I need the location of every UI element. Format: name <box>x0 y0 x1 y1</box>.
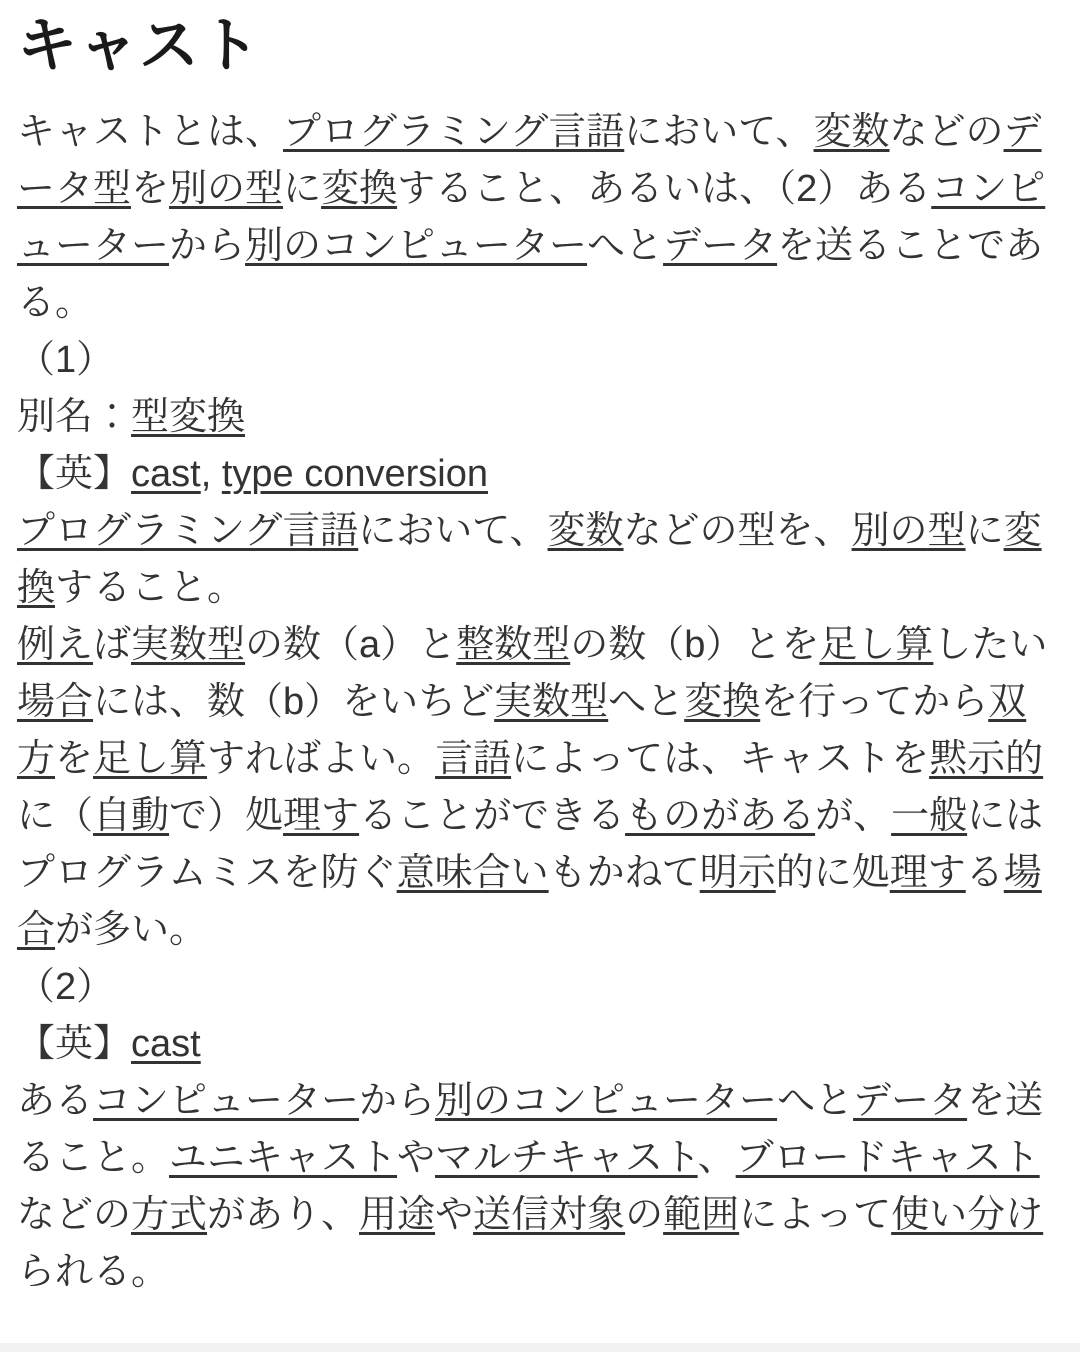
text-run: から <box>169 225 246 267</box>
definition-intro-paragraph <box>17 104 1063 332</box>
inline-term-link[interactable]: 足し算 <box>93 738 208 780</box>
inline-term-link[interactable]: データ <box>663 225 778 267</box>
text-run: の数（a）と <box>245 624 457 666</box>
inline-term-link[interactable]: ブロードキャスト <box>735 1137 1040 1179</box>
text-run: （1） <box>17 339 115 381</box>
inline-term-link[interactable]: コンピューター <box>17 168 1046 267</box>
inline-term-link[interactable]: 変換 <box>321 168 398 210</box>
inline-term-link[interactable]: 範囲 <box>663 1194 740 1236</box>
inline-term-link[interactable]: データ型 <box>17 111 1042 210</box>
text-run: の <box>625 1194 664 1236</box>
text-run: キャストとは、 <box>17 111 284 153</box>
inline-term-link[interactable]: 送信対象 <box>473 1194 626 1236</box>
inline-term-link[interactable]: 足し算 <box>819 624 934 666</box>
text-run: へと <box>608 681 685 723</box>
inline-term-link[interactable]: 場合 <box>17 681 94 723</box>
text-run: へと <box>777 1080 854 1122</box>
inline-term-link[interactable]: 別のコンピューター <box>245 225 588 267</box>
inline-term-link[interactable]: 型 <box>245 168 284 210</box>
entry-title: キャスト <box>17 12 261 79</box>
inline-term-link[interactable]: 双方 <box>17 681 1027 780</box>
text-run: に（ <box>17 795 94 837</box>
text-run: があり、 <box>207 1194 360 1236</box>
inline-term-link[interactable]: データ <box>853 1080 968 1122</box>
text-run: すること。 <box>55 567 246 609</box>
inline-term-link[interactable]: マルチキャスト <box>435 1137 698 1179</box>
inline-term-link[interactable]: 場合 <box>17 852 1042 951</box>
inline-term-link[interactable]: 型変換 <box>131 396 246 438</box>
text-run: を <box>131 168 170 210</box>
inline-term-link[interactable]: プログラミング言語 <box>283 111 625 153</box>
inline-term-link[interactable]: type conversion <box>221 453 488 495</box>
inline-term-link[interactable]: 一般 <box>891 795 968 837</box>
text-run: られる。 <box>17 1251 170 1293</box>
text-run: によって <box>739 1194 892 1236</box>
inline-term-link[interactable]: 型 <box>927 510 966 552</box>
sense-2-number <box>17 959 1063 1016</box>
text-run: にはプログラムミスを防ぐ <box>17 795 1044 894</box>
text-run: へと <box>587 225 664 267</box>
text-run: を行ってから <box>760 681 989 723</box>
text-run: , <box>200 453 222 495</box>
text-run: ば <box>93 624 132 666</box>
inline-term-link[interactable]: 整数型 <box>456 624 571 666</box>
text-run: によっては、キャストを <box>511 738 930 780</box>
inline-term-link[interactable]: 変換 <box>17 510 1042 609</box>
sense-2-english-line <box>17 1016 1063 1073</box>
inline-term-link[interactable]: 実数型 <box>131 624 246 666</box>
inline-term-link[interactable]: 理す <box>283 795 360 837</box>
sense-1-number <box>17 332 1063 389</box>
text-run: などの <box>17 1194 132 1236</box>
inline-term-link[interactable]: プログラミング言語 <box>17 510 359 552</box>
inline-term-link[interactable]: 別のコンピューター <box>435 1080 778 1122</box>
text-run: において、 <box>358 510 548 552</box>
inline-term-link[interactable]: ものがある <box>625 795 816 837</box>
text-run: などの型を、 <box>623 510 852 552</box>
text-run: すること、あるいは、（2）ある <box>397 168 932 210</box>
sense-1-definition-paragraph <box>17 503 1063 617</box>
inline-term-link[interactable]: 実数型 <box>494 681 609 723</box>
text-run: を <box>55 738 94 780</box>
text-run: もかねて <box>548 852 700 894</box>
text-run: の数（b）とを <box>570 624 820 666</box>
text-run: や <box>397 1137 436 1179</box>
inline-term-link[interactable]: 別の <box>851 510 928 552</box>
text-run: ある <box>17 1080 94 1122</box>
text-run: を送ること。 <box>17 1080 1044 1179</box>
text-run: には、数（b）をいちど <box>93 681 495 723</box>
text-run: ることができる <box>359 795 626 837</box>
text-run: 【英】 <box>17 1023 132 1065</box>
text-run: 的に処 <box>775 852 890 894</box>
text-run: 、 <box>697 1137 736 1179</box>
inline-term-link[interactable]: 理す <box>889 852 966 894</box>
text-run: に <box>283 168 322 210</box>
inline-term-link[interactable]: 変数 <box>547 510 624 552</box>
inline-term-link[interactable]: 変換 <box>684 681 761 723</box>
text-run: 別名： <box>17 396 132 438</box>
sense-1-english-line <box>17 446 1063 503</box>
inline-term-link[interactable]: コンピューター <box>93 1080 360 1122</box>
text-run: が、 <box>815 795 892 837</box>
inline-term-link[interactable]: 自動 <box>93 795 170 837</box>
text-run: などの <box>889 111 1004 153</box>
text-run: る <box>965 852 1004 894</box>
text-run: （2） <box>17 966 115 1008</box>
inline-term-link[interactable]: 方式 <box>131 1194 208 1236</box>
inline-term-link[interactable]: 変数 <box>813 111 890 153</box>
inline-term-link[interactable]: 用途 <box>359 1194 436 1236</box>
inline-term-link[interactable]: 例え <box>17 624 94 666</box>
bottom-divider-bar <box>0 1343 1080 1352</box>
inline-term-link[interactable]: 使い分け <box>891 1194 1044 1236</box>
text-run: や <box>435 1194 474 1236</box>
text-run: で）処 <box>169 795 284 837</box>
inline-term-link[interactable]: 別の <box>169 168 246 210</box>
inline-term-link[interactable]: 黙示的 <box>929 738 1044 780</box>
text-run: 【英】 <box>17 453 132 495</box>
sense-1-example-paragraph <box>17 617 1063 959</box>
text-run: を送ることである。 <box>17 225 1044 324</box>
inline-term-link[interactable]: cast <box>131 453 201 495</box>
text-run: において、 <box>624 111 814 153</box>
inline-term-link[interactable]: cast <box>131 1023 201 1065</box>
text-run: に <box>965 510 1004 552</box>
inline-term-link[interactable]: 言語 <box>435 738 512 780</box>
text-run: から <box>359 1080 436 1122</box>
inline-term-link[interactable]: 明示 <box>699 852 776 894</box>
text-run: したい <box>933 624 1048 666</box>
text-run: すればよい。 <box>207 738 436 780</box>
inline-term-link[interactable]: ユニキャスト <box>169 1137 398 1179</box>
sense-2-definition-paragraph <box>17 1073 1063 1301</box>
sense-1-alias-line <box>17 389 1063 446</box>
text-run: が多い。 <box>55 909 208 951</box>
inline-term-link[interactable]: 意味合い <box>396 852 549 894</box>
